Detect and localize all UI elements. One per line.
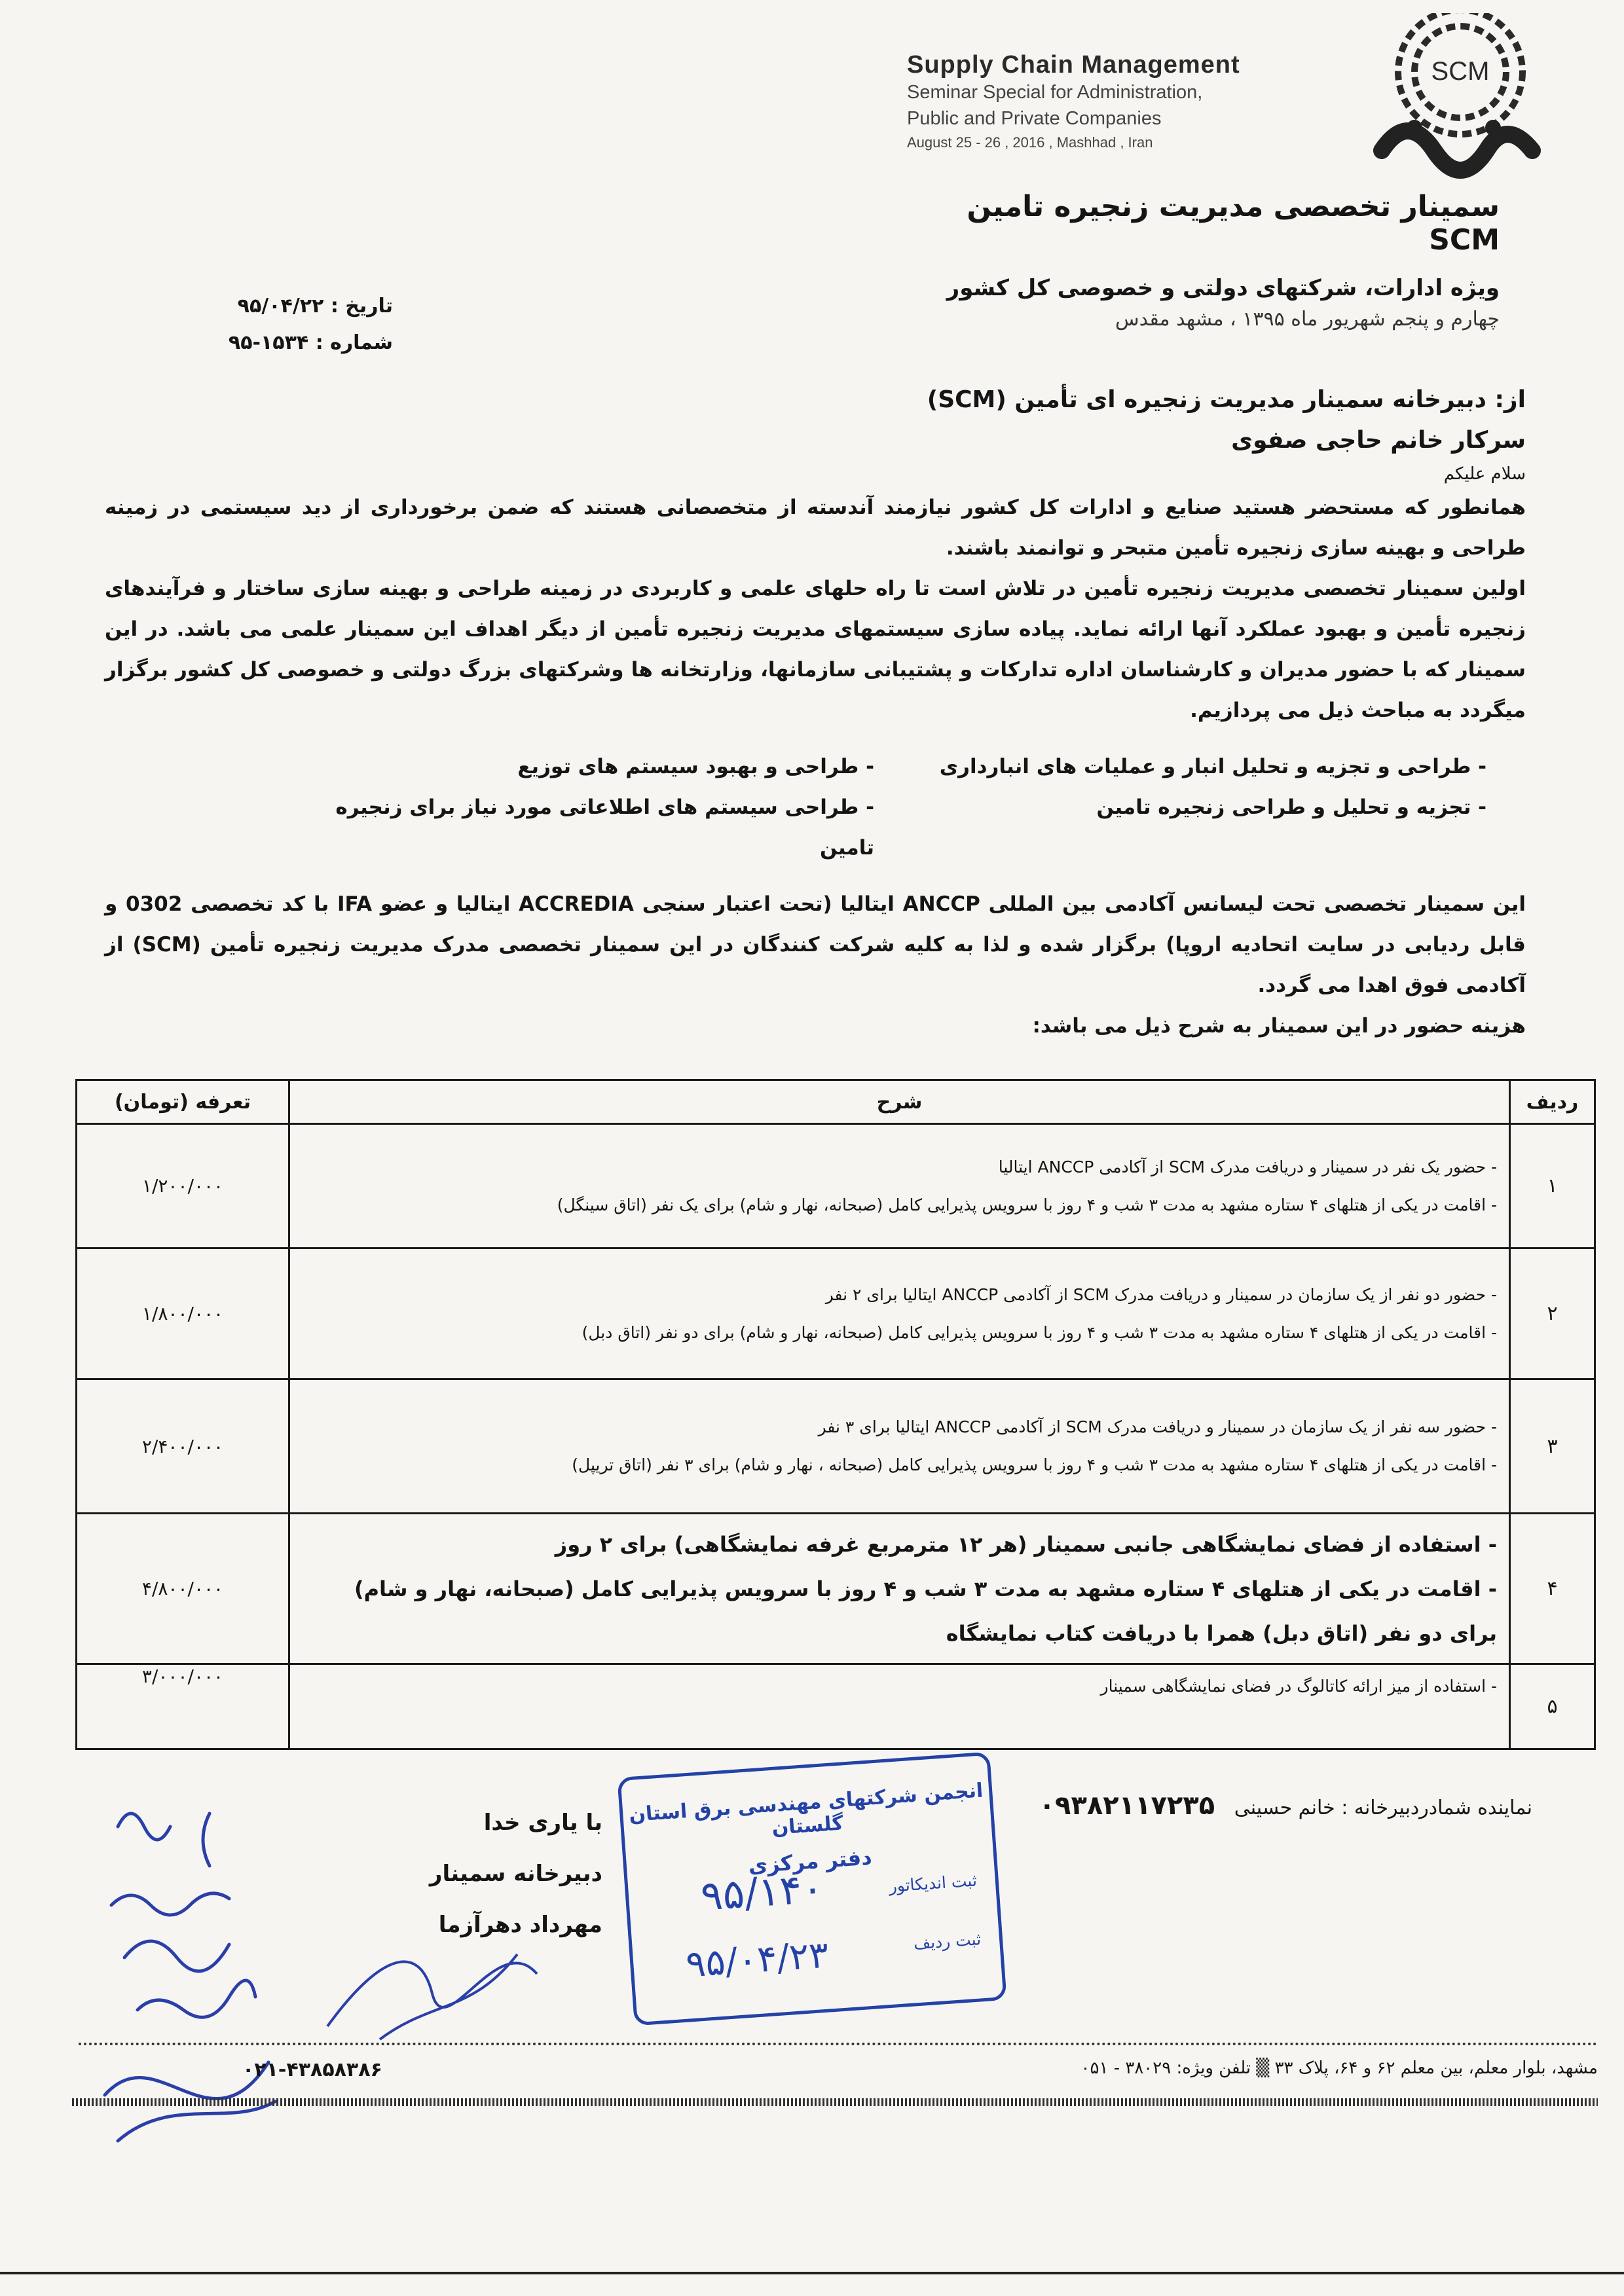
header-subtitle-fa: ویژه ادارات، شرکتهای دولتی و خصوصی کل کشور: [946, 275, 1500, 301]
header-date-en: August 25 - 26 , 2016 , Mashhad , Iran: [907, 134, 1153, 151]
row-desc-line: - استفاده از فضای نمایشگاهی جانبی سمینار (هر ۱۲ مترمربع غرفه نمایشگاهی) برای ۲ روز: [555, 1531, 1497, 1557]
letter-number: شماره : ۱۵۳۴-۹۵: [228, 331, 393, 354]
topic-item: - طراحی سیستم های اطلاعاتی مورد نیاز برای زنجیره تامین: [335, 795, 874, 860]
letter-paragraph-4: هزینه حضور در این سمینار به شرح ذیل می باشد:: [1032, 1014, 1526, 1038]
header-title-en: Supply Chain Management: [907, 51, 1240, 79]
footer-hatch-divider: [72, 2098, 1598, 2106]
letter-paragraph-1: همانطور که مستحضر هستید صنایع و ادارات کل کشور نیازمند آندسته از متخصصانی هستند که ضمن برخورداری از دید سیستمی در زمینه طراحی و بهینه سازی زنجیره تأمین متبحر و توانمند باشند.: [105, 496, 1526, 560]
fax-number: ۰۲۱-۴۳۸۵۸۳۸۶: [242, 2058, 382, 2081]
table-row: [77, 1248, 1595, 1379]
representative: [1039, 1791, 1532, 1821]
letter-paragraph-3: این سمینار تخصصی تحت لیسانس آکادمی بین المللی ANCCP ایتالیا (تحت اعتبار سنجی ACCREDIA ایتالیا و عضو IFA با کد تخصصی 0302 و قابل ردیابی در سایت اتحادیه اروپا) برگزار شده و لذا به کلیه شرکت کنندگان در این سمینار تخصصی مدرک مدیریت زنجیره تأمین (SCM) از آکادمی فوق اهدا می گردد.: [105, 892, 1526, 997]
table-row: [77, 1124, 1595, 1248]
representative-phone: ۰۹۳۸۲۱۱۷۲۳۵: [1039, 1791, 1215, 1821]
row-index: ۳: [1510, 1379, 1595, 1514]
address-footer: [79, 2043, 1598, 2081]
row-price: ۳/۰۰۰/۰۰۰: [77, 1664, 289, 1749]
row-desc-line: - اقامت در یکی از هتلهای ۴ ستاره مشهد به مدت ۳ شب و ۴ روز با سرویس پذیرایی کامل (صبحانه، نهار و شام) برای دو نفر (اتاق دبل): [581, 1322, 1497, 1342]
row-price: ۱/۸۰۰/۰۰۰: [77, 1248, 289, 1379]
header-subtitle-en-2: Public and Private Companies: [907, 108, 1162, 129]
row-index: ۵: [1510, 1664, 1595, 1749]
row-description: [289, 1664, 1510, 1749]
letter-body: [105, 380, 1526, 1046]
table-row: [77, 1664, 1595, 1749]
header-title-fa: سمینار تخصصی مدیریت زنجیره تامین SCM: [967, 190, 1500, 257]
bottom-rule: [0, 2272, 1624, 2274]
stamp-title: انجمن شرکتهای مهندسی برق استان گلستان: [628, 1779, 984, 1840]
row-index: ۱: [1510, 1124, 1595, 1248]
row-description: [289, 1514, 1510, 1664]
topic-list: [301, 746, 1486, 868]
table-row: [77, 1379, 1595, 1514]
topic-item: - طراحی و بهبود سیستم های توزیع: [517, 755, 874, 778]
row-index: ۴: [1510, 1514, 1595, 1664]
signature-line: مهرداد دهرآزما: [438, 1912, 602, 1938]
row-price: ۴/۸۰۰/۰۰۰: [77, 1514, 289, 1664]
row-index: ۲: [1510, 1248, 1595, 1379]
header-date-fa: چهارم و پنجم شهریور ماه ۱۳۹۵ ، مشهد مقدس: [1115, 308, 1500, 331]
row-desc-line: - اقامت در یکی از هتلهای ۴ ستاره مشهد به مدت ۳ شب و ۴ روز با سرویس پذیرایی کامل (صبحانه، نهار و شام) برای دو نفر (اتاق دبل) همرا با دریافت کتاب نمایشگاه: [354, 1576, 1497, 1646]
row-desc-line: - حضور سه نفر از یک سازمان در سمینار و دریافت مدرک SCM از آکادمی ANCCP ایتالیا برای ۳ نفر: [818, 1417, 1497, 1436]
row-desc-line: - حضور یک نفر در سمینار و دریافت مدرک SCM از آکادمی ANCCP ایتالیا: [998, 1157, 1497, 1176]
column-header-desc: شرح: [289, 1080, 1510, 1124]
stamp-value-row: ۹۵/۰۴/۲۳: [684, 1933, 830, 1986]
header-persian: [910, 190, 1500, 331]
row-desc-line: - استفاده از میز ارائه کاتالوگ در فضای نمایشگاهی سمینار: [1100, 1677, 1497, 1696]
header-subtitle-en-1: Seminar Special for Administration,: [907, 82, 1203, 103]
row-description: [289, 1124, 1510, 1248]
representative-label: نماینده شمادردبیرخانه : خانم حسینی: [1234, 1796, 1532, 1819]
row-desc-line: - حضور دو نفر از یک سازمان در سمینار و دریافت مدرک SCM از آکادمی ANCCP ایتالیا برای ۲ نفر: [825, 1285, 1497, 1304]
row-desc-line: - اقامت در یکی از هتلهای ۴ ستاره مشهد به مدت ۳ شب و ۴ روز با سرویس پذیرایی کامل (صبحانه، نهار و شام) برای یک نفر (اتاق سینگل): [557, 1195, 1497, 1214]
stamp-value-indicator: ۹۵/۱۴۰: [699, 1863, 825, 1920]
logo-text: SCM: [1431, 57, 1490, 86]
letter-meta: [118, 288, 393, 361]
topic-item: - تجزیه و تحلیل و طراحی زنجیره تامین: [1096, 795, 1486, 819]
registration-stamp: [617, 1752, 1006, 2026]
row-desc-line: - اقامت در یکی از هتلهای ۴ ستاره مشهد به مدت ۳ شب و ۴ روز با سرویس پذیرایی کامل (صبحانه ، نهار و شام) برای ۳ نفر (اتاق تریپل): [572, 1455, 1497, 1474]
letter-recipient: سرکار خانم حاجی صفوی: [1231, 427, 1526, 454]
signature-line: با یاری خدا: [483, 1810, 602, 1836]
signature-line: دبیرخانه سمینار: [429, 1861, 602, 1887]
row-description: [289, 1379, 1510, 1514]
stamp-label-indicator: ثبت اندیکاتور: [888, 1870, 978, 1896]
fee-table-header: [77, 1080, 1595, 1124]
table-row: [77, 1514, 1595, 1664]
stamp-office: دفتر مرکزی: [747, 1844, 873, 1878]
letter-date: تاریخ : ۹۵/۰۴/۲۲: [237, 295, 393, 318]
letter-greeting: سلام علیکم: [1443, 464, 1526, 484]
signature-block: [301, 1797, 602, 1950]
column-header-price: تعرفه (تومان): [77, 1080, 289, 1124]
letter-paragraph-2: اولین سمینار تخصصی مدیریت زنجیره تأمین در تلاش است تا راه حلهای علمی و کاربردی در زمینه طراحی و بهینه سازی ساختار و فرآیندهای زنجیره تأمین و بهبود عملکرد آنها ارائه نماید. پیاده سازی سیستمهای مدیریت زنجیره تأمین از دیگر اهداف این سمینار علمی می باشد. در این سمینار که با حضور مدیران و کارشناسان اداره تدارکات و پشتیبانی سازمانها، وزارتخانه ها وشرکتهای بزرگ دولتی و خصوصی کل کشور برگزار میگردد به مباحث ذیل می پردازیم.: [105, 577, 1526, 722]
topic-item: - طراحی و تجزیه و تحلیل انبار و عملیات های انبارداری: [939, 755, 1486, 778]
letter-from: از: دبیرخانه سمینار مدیریت زنجیره ای تأمین (SCM): [927, 386, 1526, 413]
row-price: ۲/۴۰۰/۰۰۰: [77, 1379, 289, 1514]
stamp-label-row: ثبت ردیف: [913, 1929, 982, 1954]
row-description: [289, 1248, 1510, 1379]
scm-logo-icon: [1323, 13, 1585, 190]
column-header-row: ردیف: [1510, 1080, 1595, 1124]
header-english: [907, 51, 1313, 151]
signature-scribble-icon: [301, 1915, 589, 2046]
address-text: مشهد، بلوار معلم، بین معلم ۶۲ و ۶۴، پلاک ۳۳ ▒ تلفن ویژه: ۳۸۰۲۹ - ۰۵۱: [1080, 2058, 1598, 2078]
row-price: ۱/۲۰۰/۰۰۰: [77, 1124, 289, 1248]
fee-table: [75, 1079, 1596, 1750]
